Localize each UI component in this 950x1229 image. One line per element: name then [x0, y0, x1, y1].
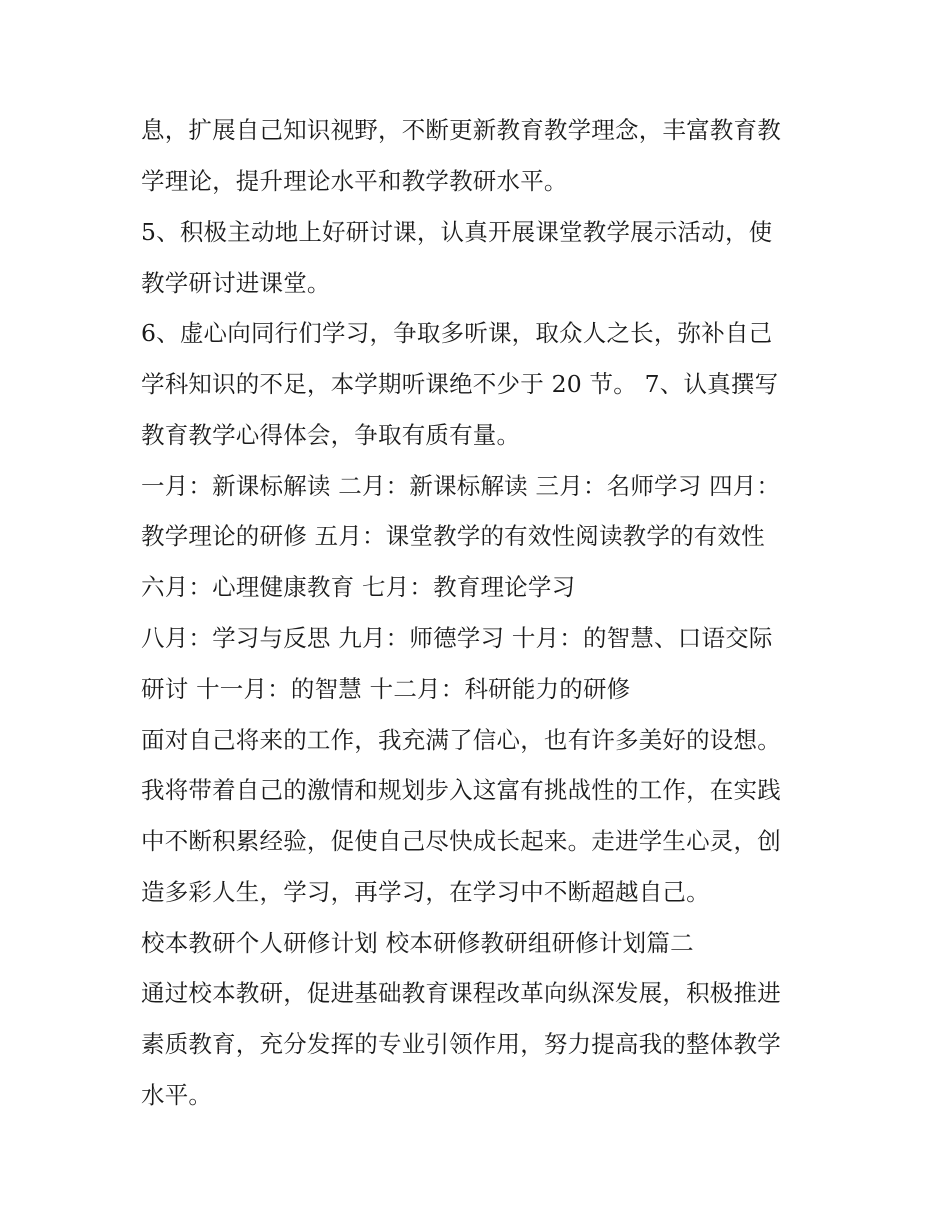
text-line: 一月：新课标解读 二月：新课标解读 三月：名师学习 四月：	[141, 472, 781, 500]
text-line: 水平。	[141, 1081, 213, 1109]
text-line: 学科知识的不足，本学期听课绝不少于 20 节。 7、认真撰写	[141, 370, 779, 398]
text-line: 我将带着自己的激情和规划步入这富有挑战性的工作，在实践	[141, 776, 781, 804]
text-line: 研讨 十一月：的智慧 十二月：科研能力的研修	[141, 675, 631, 703]
text-line: 六月：心理健康教育 七月：教育理论学习	[141, 573, 576, 601]
text-line: 教育教学心得体会，争取有质有量。	[141, 421, 521, 449]
text-line: 校本教研个人研修计划 校本研修教研组研修计划篇二	[141, 929, 694, 957]
text-line: 教学研讨进课堂。	[141, 269, 331, 297]
text-line: 八月：学习与反思 九月：师德学习 十月：的智慧、口语交际	[141, 624, 773, 652]
text-line: 通过校本教研，促进基础教育课程改革向纵深发展，积极推进	[141, 979, 781, 1007]
text-line: 教学理论的研修 五月：课堂教学的有效性阅读教学的有效性	[141, 522, 765, 550]
text-line: 素质教育，充分发挥的专业引领作用，努力提高我的整体教学	[141, 1030, 781, 1058]
text-line: 面对自己将来的工作，我充满了信心，也有许多美好的设想。	[141, 726, 781, 754]
text-line: 息，扩展自己知识视野，不断更新教育教学理念，丰富教育教	[141, 116, 781, 144]
text-line: 学理论，提升理论水平和教学教研水平。	[141, 167, 568, 195]
text-line: 6、虚心向同行们学习，争取多听课，取众人之长，弥补自己	[141, 319, 773, 347]
text-line: 中不断积累经验，促使自己尽快成长起来。走进学生心灵，创	[141, 827, 781, 855]
text-line: 造多彩人生，学习，再学习，在学习中不断超越自己。	[141, 878, 710, 906]
text-line: 5、积极主动地上好研讨课，认真开展课堂教学展示活动，使	[141, 218, 773, 246]
